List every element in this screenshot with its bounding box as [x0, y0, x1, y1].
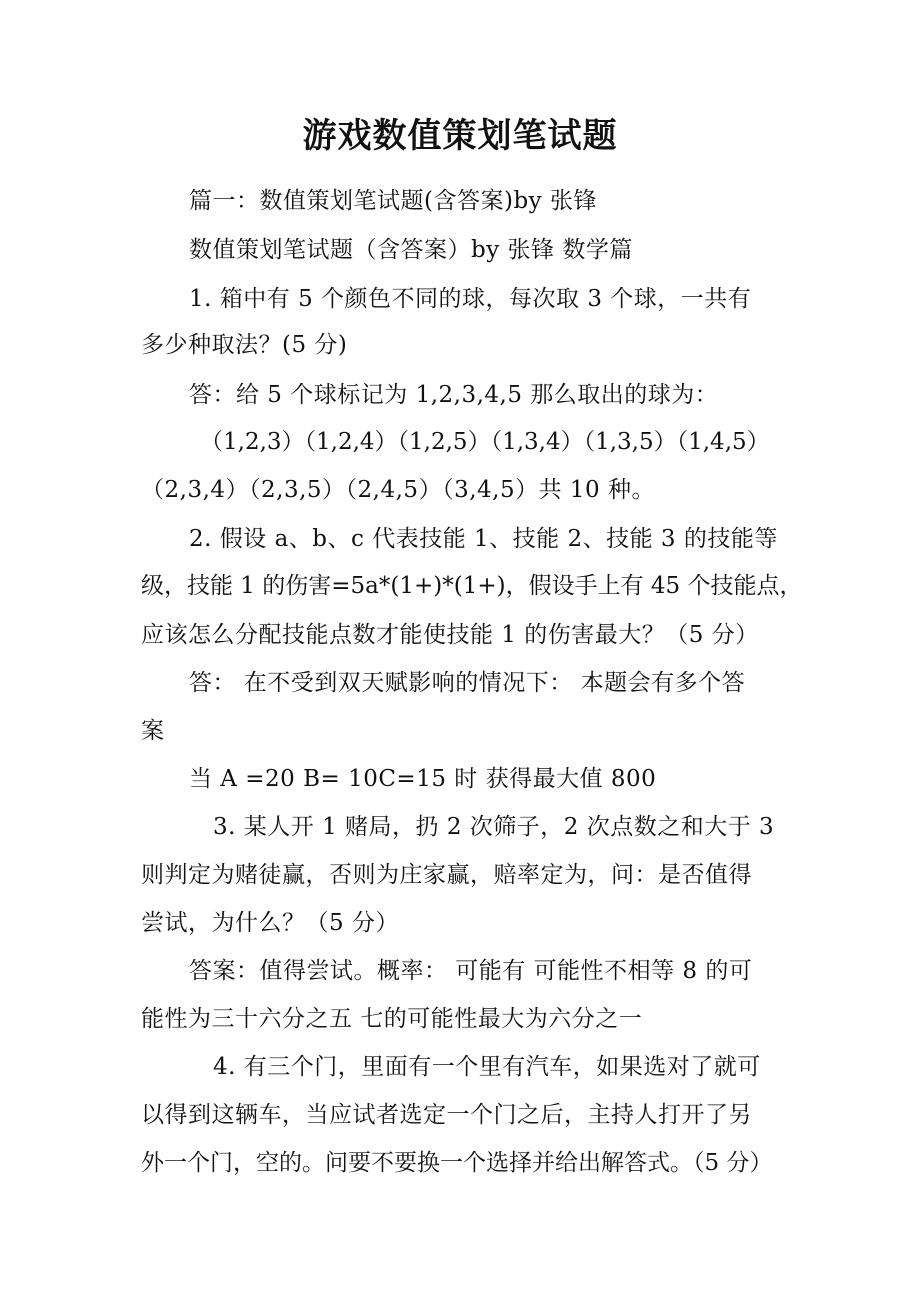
- text-line: 外一个门，空的。问要不要换一个选择并给出解答式。（5 分）: [141, 1150, 773, 1176]
- text-line: 答案：值得尝试。概率： 可能有 可能性不相等 8 的可: [189, 958, 753, 984]
- text-line: 多少种取法？(5 分): [141, 332, 348, 358]
- text-line: 应该怎么分配技能点数才能使技能 1 的伤害最大？（5 分）: [141, 622, 759, 648]
- text-line: 则判定为赌徒赢，否则为庄家赢，赔率定为，问：是否值得: [141, 862, 752, 888]
- text-line: 答：给 5 个球标记为 1,2,3,4,5 那么取出的球为：: [189, 382, 719, 408]
- text-line: 3. 某人开 1 赌局，扔 2 次筛子，2 次点数之和大于 3: [213, 814, 775, 840]
- text-line: 当 A =20 B= 10C=15 时 获得最大值 800: [189, 766, 657, 792]
- text-line: 以得到这辆车，当应试者选定一个门之后，主持人打开了另: [141, 1102, 752, 1128]
- text-line: 1. 箱中有 5 个颜色不同的球，每次取 3 个球，一共有: [189, 286, 752, 312]
- text-line: （2,3,4）（2,3,5）（2,4,5）（3,4,5）共 10 种。: [141, 477, 655, 503]
- text-line: 级，技能 1 的伤害=5a*(1+)*(1+)，假设手上有 45 个技能点，: [141, 573, 803, 599]
- text-line: 案: [141, 718, 165, 744]
- text-line: 4. 有三个门，里面有一个里有汽车，如果选对了就可: [213, 1054, 761, 1080]
- text-line: 数值策划笔试题（含答案）by 张锋 数学篇: [189, 237, 633, 263]
- text-line: 2. 假设 a、b、c 代表技能 1、技能 2、技能 3 的技能等: [189, 526, 778, 552]
- text-line: 能性为三十六分之五 七的可能性最大为六分之一: [141, 1006, 643, 1032]
- text-line: 尝试，为什么？（5 分）: [141, 910, 399, 936]
- text-line: （1,2,3）（1,2,4）（1,2,5）（1,3,4）（1,3,5）（1,4,5）: [200, 429, 770, 455]
- text-line: 答： 在不受到双天赋影响的情况下： 本题会有多个答: [189, 670, 746, 696]
- text-line: 篇一：数值策划笔试题(含答案)by 张锋: [189, 188, 597, 214]
- document-title: 游戏数值策划笔试题: [302, 116, 618, 156]
